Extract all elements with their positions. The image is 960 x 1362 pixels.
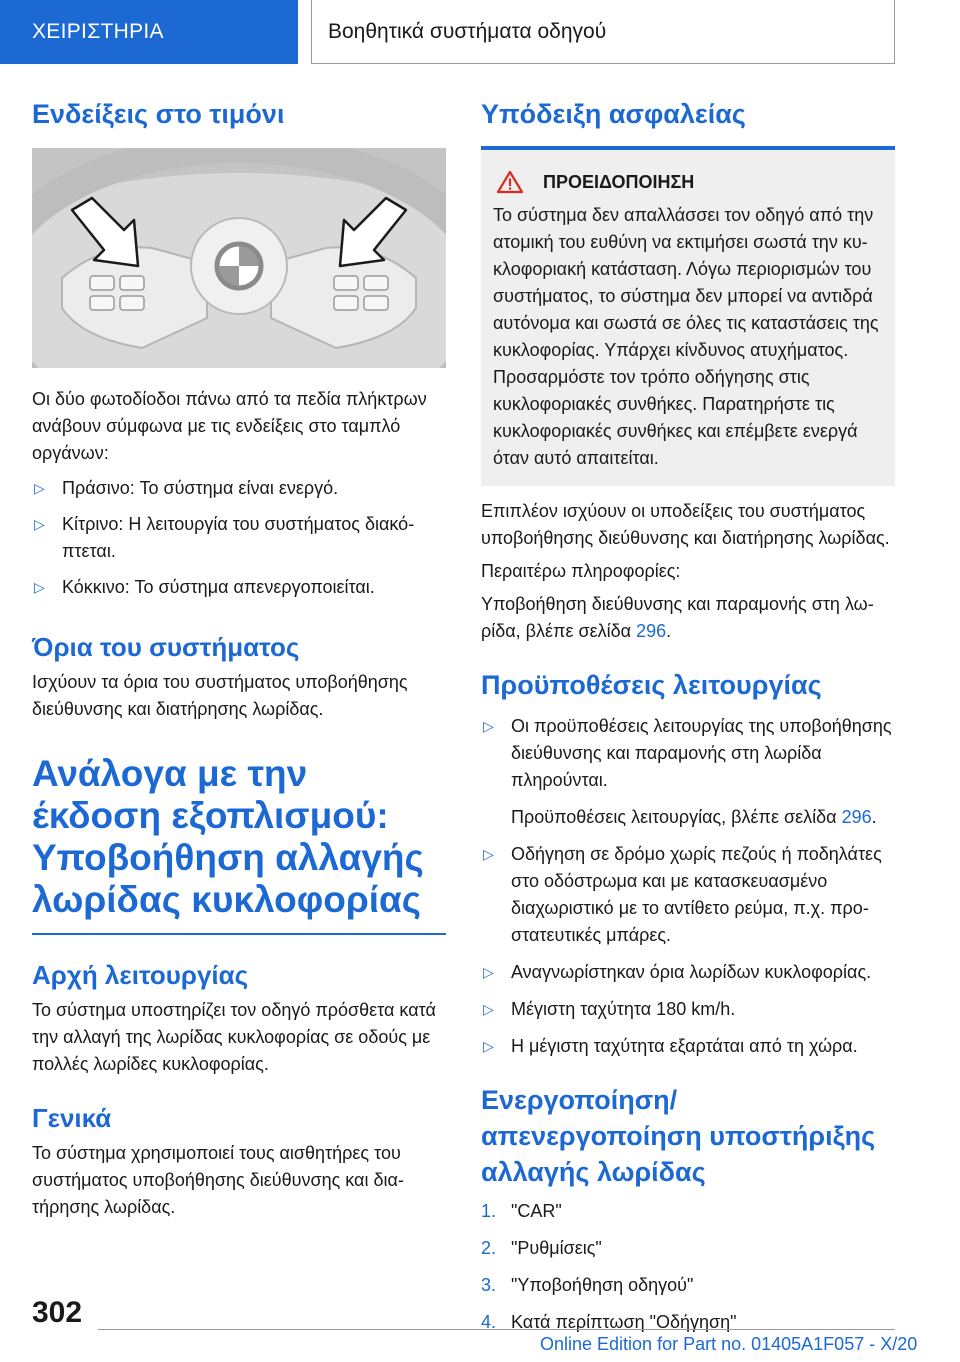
main-heading: Ανάλογα με την έκδοση εξοπλισμού: Υποβοήθηση αλλαγής λωρίδας κυκλοφορίας	[32, 753, 424, 920]
list-item: ▷ Κόκκινο: Το σύστημα απενεργοποιείται.	[32, 574, 446, 601]
footer-rule	[98, 1329, 895, 1330]
left-column	[32, 96, 446, 1221]
step-number: 2.	[481, 1238, 497, 1258]
warning-title-row	[493, 168, 887, 196]
chapter-title: Βοηθητικά συστήματα οδηγού	[328, 20, 607, 43]
step-item: 3. "Υποβοήθηση οδηγού"	[481, 1272, 895, 1299]
step-item: 2. "Ρυθμίσεις"	[481, 1235, 895, 1262]
step-item: 4. Κατά περίπτωση "Οδήγηση"	[481, 1309, 895, 1336]
triangle-bullet-icon: ▷	[483, 1038, 494, 1054]
triangle-bullet-icon: ▷	[34, 579, 45, 595]
prereq-heading: Προϋποθέσεις λειτουργίας	[481, 670, 822, 700]
safety-heading: Υπόδειξη ασφαλείας	[481, 99, 746, 129]
warning-triangle-icon	[497, 170, 523, 194]
chapter-header	[311, 0, 895, 64]
prereq-sub-text: Προϋποθέσεις λειτουργίας, βλέπε σελίδα 296.	[511, 807, 877, 827]
activate-heading: Ενεργοποίηση/απενεργοποίηση υποστήριξης αλλαγής λωρίδας	[481, 1085, 876, 1187]
step-number: 1.	[481, 1201, 497, 1221]
prereq-list	[481, 713, 895, 1060]
more-info-label: Περαιτέρω πληροφορίες:	[481, 561, 681, 581]
list-item: ▷ Κίτρινο: Η λειτουργία του συστήματος διακόπτεται.	[32, 511, 446, 565]
right-column	[481, 96, 895, 1336]
additional-text: Επιπλέον ισχύουν οι υποδείξεις του συστήματος υποβοήθησης διεύθυνσης και διατήρησης λωρίδας.	[481, 501, 890, 548]
limits-heading: Όρια του συστήματος	[32, 632, 300, 662]
limits-text: Ισχύουν τα όρια του συστήματος υποβοήθησης διεύθυνσης και διατήρησης λωρίδας.	[32, 672, 408, 719]
triangle-bullet-icon: ▷	[34, 516, 45, 532]
steering-wheel-image	[32, 148, 446, 368]
warning-title: ΠΡΟΕΙΔΟΠΟΙΗΣΗ	[543, 172, 695, 192]
wheel-text: Οι δύο φωτοδίοδοι πάνω από τα πεδία πλήκτρων ανάβουν σύμφωνα με τις ενδείξεις στο ταμπλό οργάνων:	[32, 389, 427, 463]
page-number: 302	[32, 1296, 83, 1329]
list-item: ▷ Πράσινο: Το σύστημα είναι ενεργό.	[32, 475, 446, 502]
general-heading: Γενικά	[32, 1103, 112, 1133]
step-item: 1. "CAR"	[481, 1198, 895, 1225]
list-item: ▷ Οι προϋποθέσεις λειτουργίας της υποβοήθησης διεύθυνσης και παραμονής στη λωρίδα πληρούνται. Προϋποθέσεις λειτουργίας, βλέπε σελίδα 296.	[481, 713, 895, 831]
activation-steps	[481, 1198, 895, 1336]
edition-text: Online Edition for Part no. 01405A1F057 - X/20	[540, 1334, 918, 1354]
principle-heading: Αρχή λειτουργίας	[32, 960, 249, 990]
triangle-bullet-icon: ▷	[483, 846, 494, 862]
principle-text: Το σύστημα υποστηρίζει τον οδηγό πρόσθετα κατά την αλλαγή της λωρίδας κυκλοφορίας σε οδούς με πολλές λωρίδες κυκλοφορίας.	[32, 1000, 436, 1074]
wheel-status-list	[32, 475, 446, 601]
reference-text: Υποβοήθηση διεύθυνσης και παραμονής στη λωρίδα, βλέπε σελίδα 296.	[481, 594, 874, 641]
general-text: Το σύστημα χρησιμοποιεί τους αισθητήρες του συστήματος υποβοήθησης διεύθυνσης και διατήρησης λωρίδας.	[32, 1143, 404, 1217]
list-item: ▷ Αναγνωρίστηκαν όρια λωρίδων κυκλοφορίας.	[481, 959, 895, 986]
steering-wheel-illustration	[32, 148, 446, 368]
list-item: ▷ Οδήγηση σε δρόμο χωρίς πεζούς ή ποδηλάτες στο οδόστρωμα και με κατασκευασμένο διαχωριστικό με το αντίθετο ρεύμα, π.χ. προστατευτικές μπάρες.	[481, 841, 895, 949]
triangle-bullet-icon: ▷	[483, 964, 494, 980]
main-heading-rule	[32, 933, 446, 935]
section-tab	[0, 0, 298, 64]
warning-box	[481, 146, 895, 486]
list-item: ▷ Μέγιστη ταχύτητα 180 km/h.	[481, 996, 895, 1023]
page-link[interactable]: 296	[841, 807, 872, 827]
step-number: 4.	[481, 1312, 497, 1332]
triangle-bullet-icon: ▷	[483, 718, 494, 734]
step-number: 3.	[481, 1275, 497, 1295]
triangle-bullet-icon: ▷	[34, 480, 45, 496]
page-link[interactable]: 296	[636, 621, 667, 641]
wheel-heading: Ενδείξεις στο τιμόνι	[32, 99, 285, 129]
list-item: ▷ Η μέγιστη ταχύτητα εξαρτάται από τη χώρα.	[481, 1033, 895, 1060]
warning-text: Το σύστημα δεν απαλλάσσει τον οδηγό από την ατομική του ευθύνη να εκτιμήσει σωστά την κυκλοφοριακή κατάσταση. Λόγω περιορισμών του συστήματος, το σύστημα δεν μπορεί να αντιδρά αυτόνομα και σωστά σε όλες τις καταστάσεις της κυκλοφορίας. Υπάρχει κίνδυνος ατυχήματος. Προσαρμόστε τον τρόπο οδήγησης στις κυκλοφοριακές συνθήκες. Παρατηρήστε τις κυκλοφοριακές συνθήκες και επέμβετε ενεργά όταν αυτό απαιτείται.	[493, 205, 879, 468]
triangle-bullet-icon: ▷	[483, 1001, 494, 1017]
section-title: ΧΕΙΡΙΣΤΗΡΙΑ	[32, 20, 164, 43]
